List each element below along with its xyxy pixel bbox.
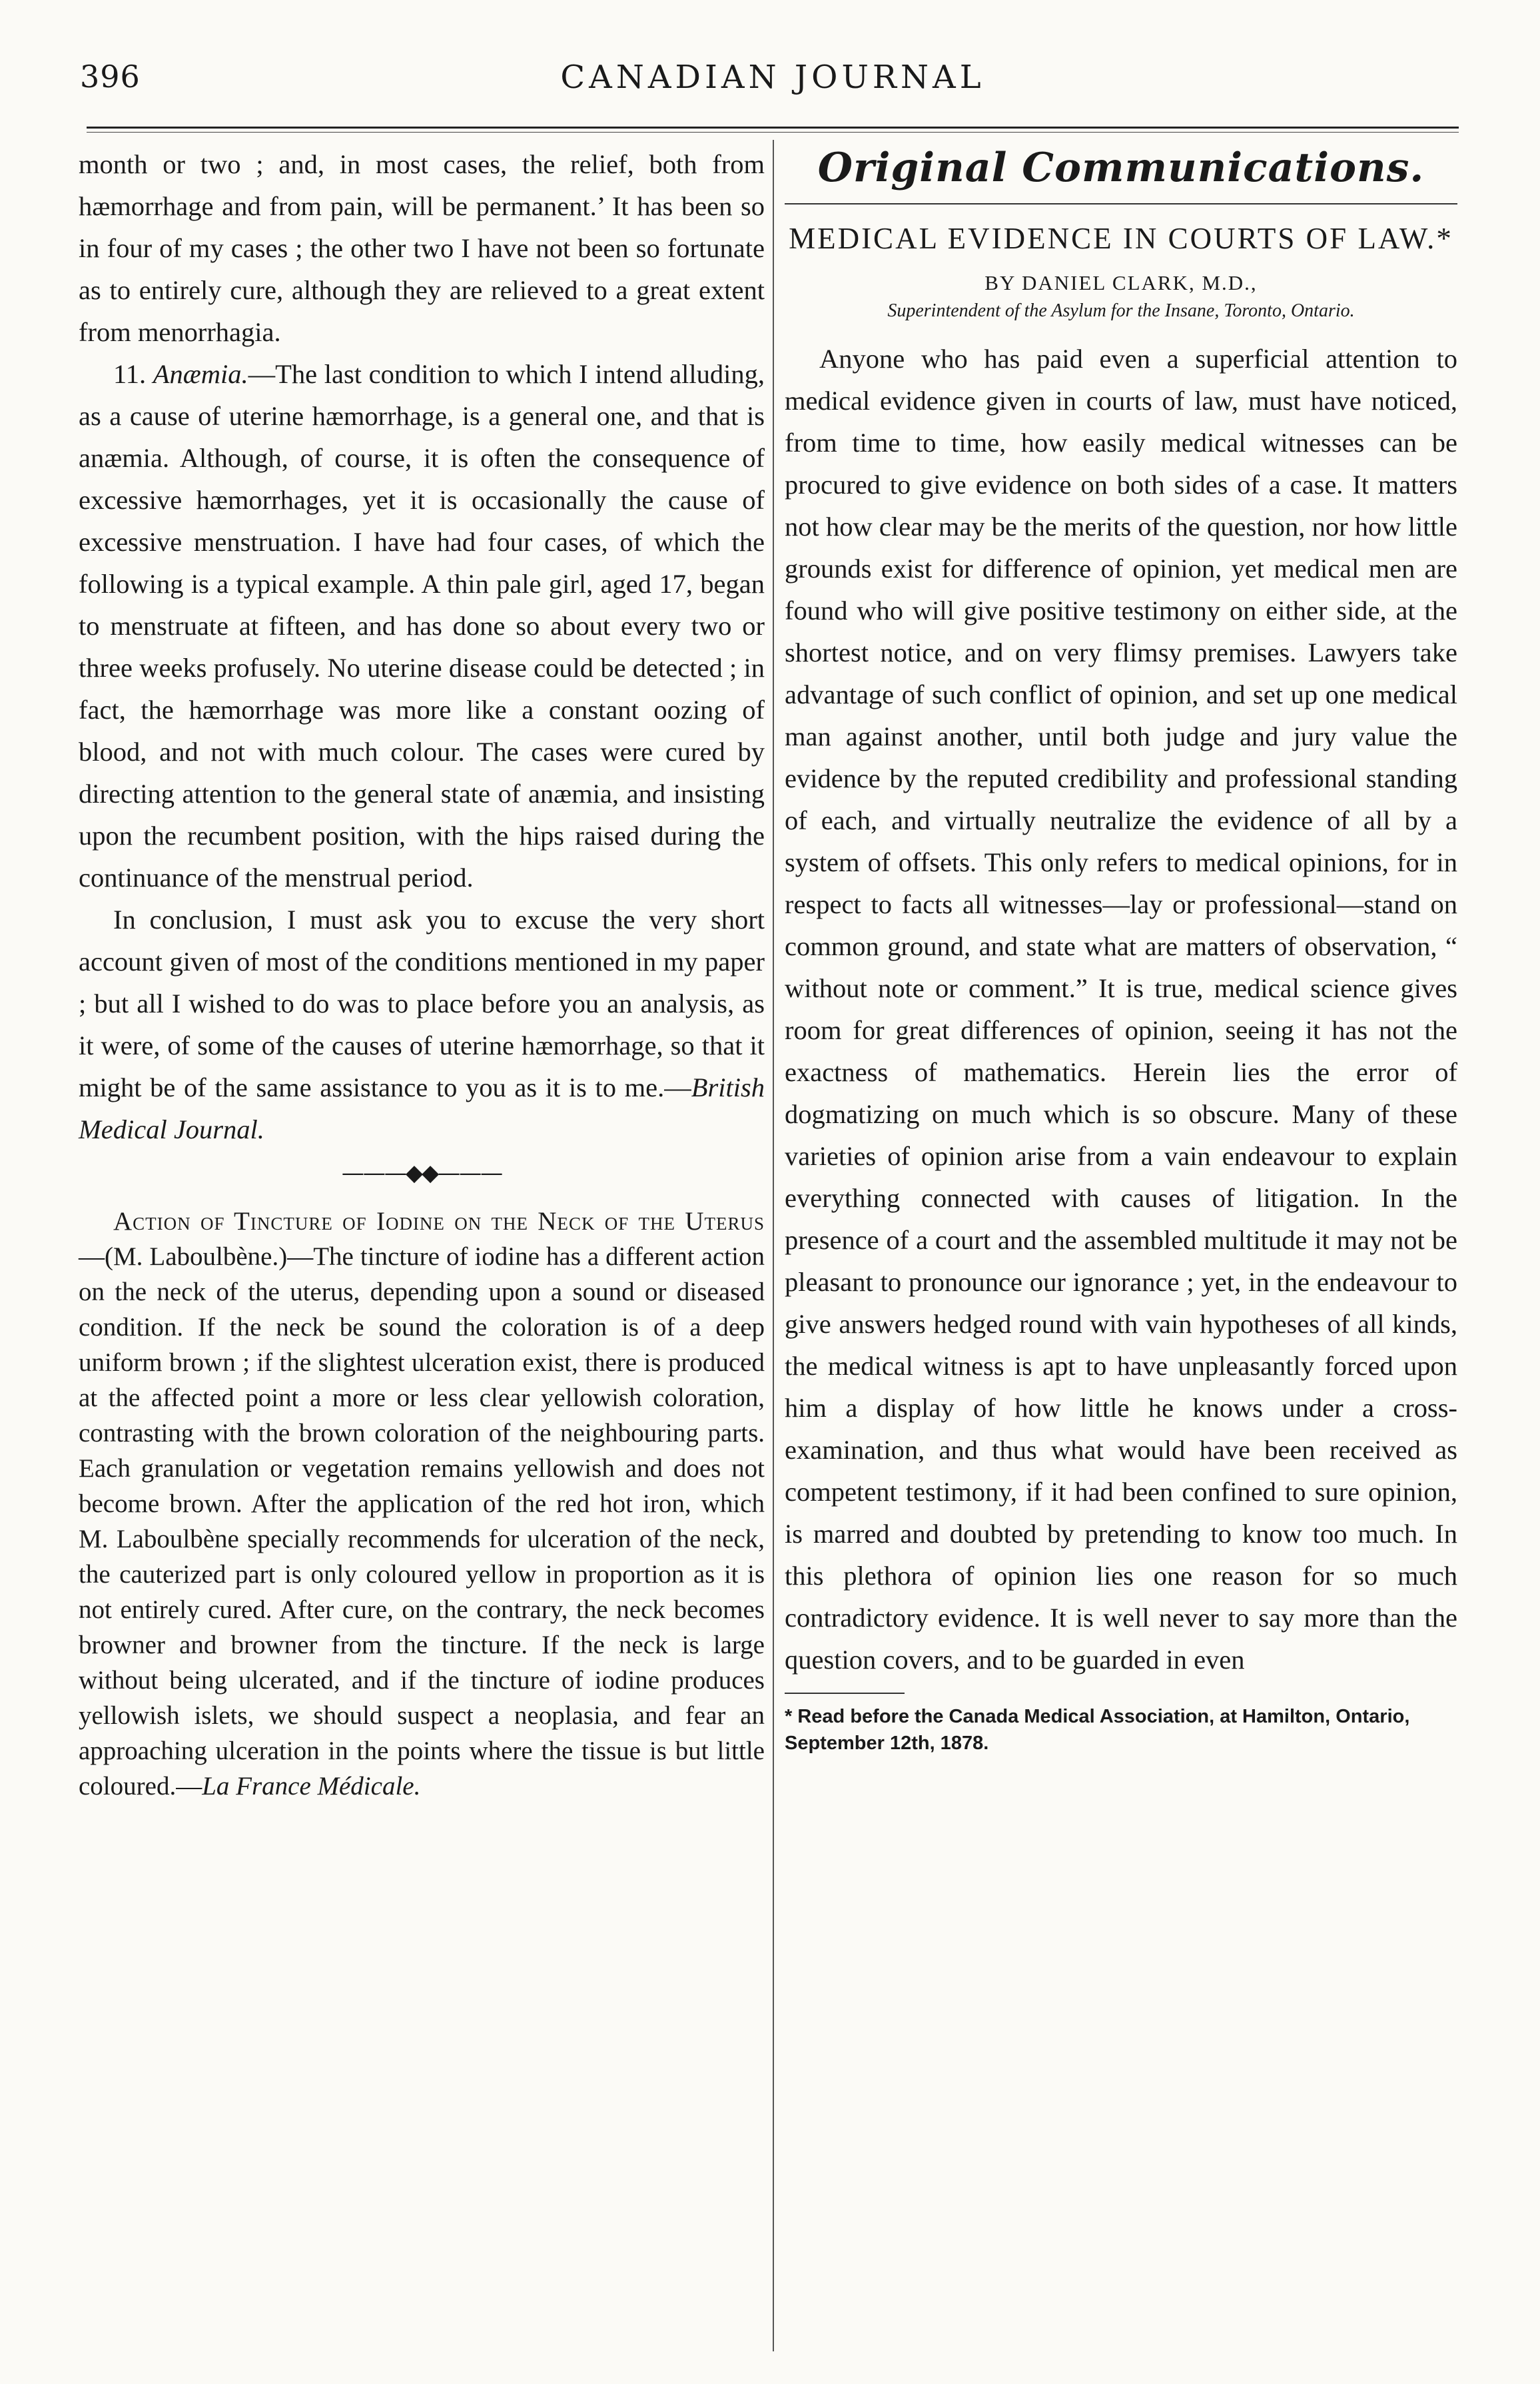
section-ornament: ———◆◆——— [341,1160,502,1186]
paragraph-anaemia [79,353,765,899]
column-divider [773,140,774,2351]
paragraph-relief: month or two ; and, in most cases, the relief, both from hæmorrhage and from pain, will be permanent.’ It has been so in four of my cases ; the other two I have not been so fortunate as to entirely cure, although they are relieved to a great extent from menorrhagia. [79,149,765,347]
conclusion-text: In conclusion, I must ask you to excuse the very short account given of most of the conditions mentioned in my paper ; but all I wished to do was to place before you an analysis, as it were, of some of the causes of uterine hæmorrhage, so that it might be of the same assistance to you as it is to me.— [79,905,765,1102]
left-column [79,143,765,1804]
iodine-source: La France Médicale. [202,1772,421,1800]
anaemia-title: Anæmia. [153,359,248,389]
conclusion-source: British Medical Journal. [79,1072,765,1144]
page-number: 396 [80,59,141,95]
iodine-text: —The tincture of iodine has a different action on the neck of the uterus, depending upon a sound or diseased condition. If the neck be sound the coloration is of a deep uniform brown ; if the slightest ulceration exist, there is produced at the affected point a more or less clear yellowish coloration, contrasting with the brown coloration of the neighbouring parts. Each granulation or vegetation remains yellowish and does not become brown. After the application of the red hot iron, which M. Laboulbène specially recommends for ulceration of the neck, the cauterized part is only coloured yellow in proportion as it is not entirely cured. After cure, on the contrary, the neck becomes browner and browner from the tincture. If the neck is large without being ulcerated, and if the tincture of iodine produces yellowish islets, we should suspect a neoplasia, and fear an approaching ulceration in the points where the tissue is but little coloured.— [79,1242,765,1800]
footnote-rule [785,1693,905,1694]
article-byline: BY DANIEL CLARK, M.D., [984,271,1258,294]
anaemia-text: —The last condition to which I intend alluding, as a cause of uterine hæmorrhage, is a general one, and that is anæmia. Although, of course, it is often the consequence of excessive hæmorrhages, yet it is occasionally the cause of excessive menstruation. I have had four cases, of which the following is a typical example. A thin pale girl, aged 17, began to menstruate at fifteen, and has done so about every two or three weeks profusely. No uterine disease could be detected ; in fact, the hæmorrhage was more like a constant oozing of blood, and not with much colour. The cases were cured by directing attention to the general state of anæmia, and insisting upon the recumbent position, with the hips raised during the continuance of the menstrual period. [79,359,765,893]
page-header [80,59,1465,105]
article-title: MEDICAL EVIDENCE IN COURTS OF LAW.* [789,222,1453,255]
header-rule-thin [87,132,1459,133]
section-rule [785,203,1457,204]
iodine-title: Action of Tincture of Iodine on the Neck of the Uterus [113,1207,765,1236]
section-heading: Original Communications. [817,145,1425,191]
article-body: Anyone who has paid even a superficial attention to medical evidence given in courts of law, must have noticed, from time to time, how easily medical witnesses can be procured to give evidence on both sides of a case. It matters not how clear may be the merits of the question, nor how little grounds exist for difference of opinion, yet medical men are found who will give positive testimony on either side, at the shortest notice, and on very flimsy premises. Lawyers take advantage of such conflict of opinion, and set up one medical man against another, until both judge and jury value the evidence by the reputed credibility and professional standing of each, and virtually neutralize the evidence of all by a system of offsets. This only refers to medical opinions, for in respect to facts all witnesses—lay or professional—stand on common ground, and state what are matters of observation, “ without note or comment.” It is true, medical science gives room for great differences of opinion, seeing it has not the exactness of mathematics. Herein lies the error of dogmatizing on much which is so obscure. Many of these varieties of opinion arise from a vain endeavour to explain everything connected with causes of litigation. In the presence of a court and the assembled multitude it may not be pleasant to pronounce our ignorance ; yet, in the endeavour to give answers hedged round with vain hypotheses of all kinds, the medical witness is apt to have unpleasantly forced upon him a display of how little he knows under a cross-examination, and thus what would have been received as competent testimony, if it had been confined to sure opinion, is marred and doubted by pretending to know too much. In this plethora of opinion lies one reason for so much contradictory evidence. It is well never to say more than the question covers, and to be guarded in even [785,344,1457,1675]
paragraph-conclusion [79,899,765,1150]
anaemia-number: 11. [113,359,147,389]
paragraph-iodine [79,1204,765,1804]
footnote: * Read before the Canada Medical Association, at Hamilton, Ontario, September 12th, 1878. [785,1706,1410,1754]
right-column [785,143,1457,1757]
iodine-author: —(M. Laboulbène.) [79,1242,288,1271]
header-rule-thick [87,127,1459,129]
running-title: CANADIAN JOURNAL [560,59,985,96]
author-affiliation: Superintendent of the Asylum for the Insane, Toronto, Ontario. [887,300,1355,321]
